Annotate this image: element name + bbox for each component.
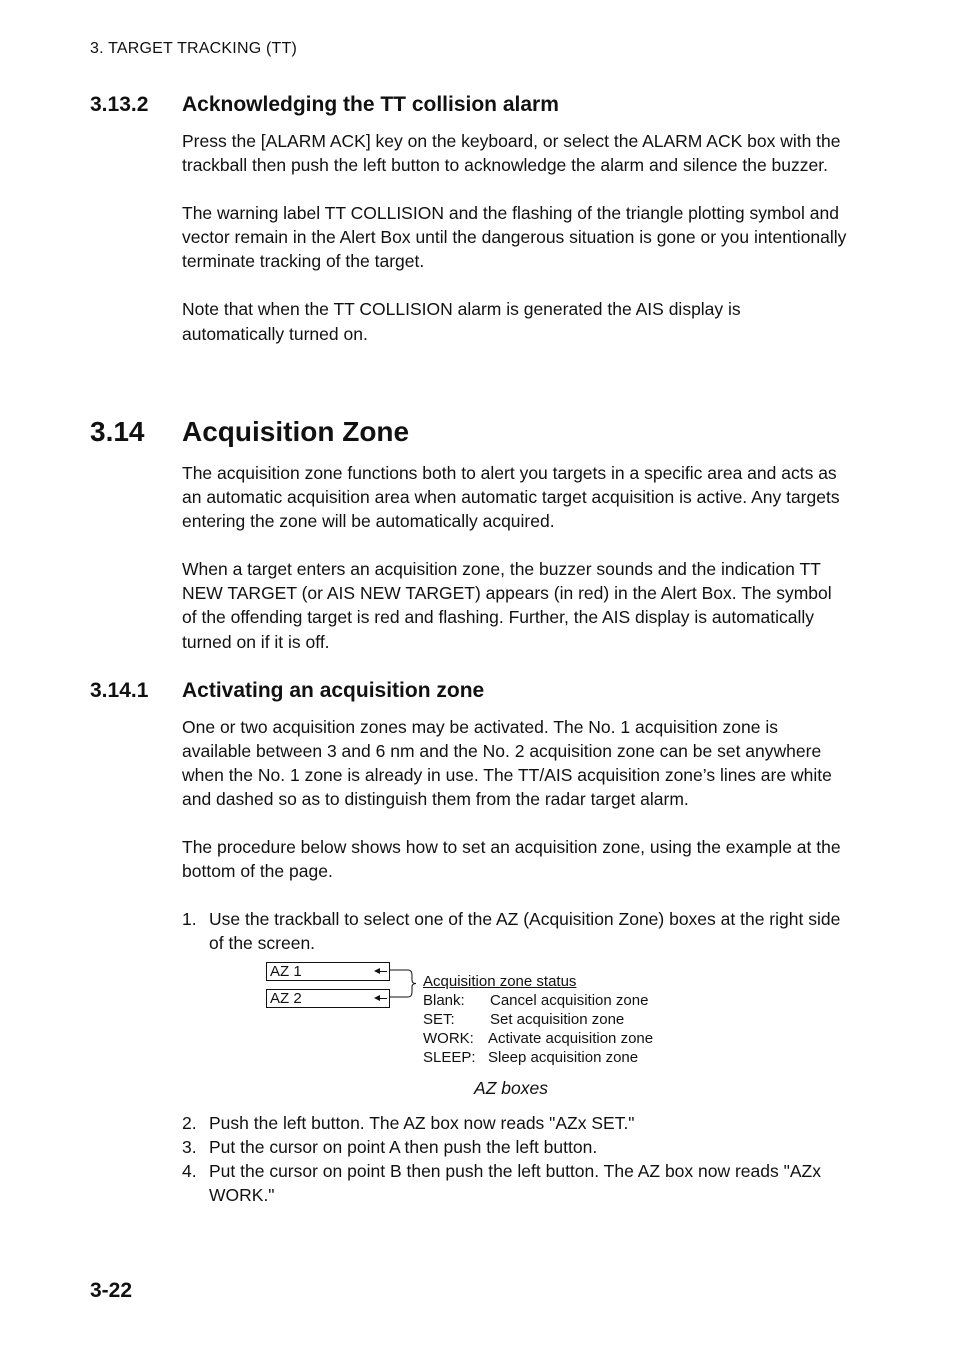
legend-value: Sleep acquisition zone bbox=[488, 1049, 639, 1066]
section-heading-3-13-2 bbox=[90, 93, 850, 119]
section-heading-3-14-1 bbox=[90, 679, 850, 705]
section-heading-3-14 bbox=[90, 416, 850, 450]
connector-bracket-icon bbox=[390, 962, 420, 1002]
procedure-step-1 bbox=[182, 907, 847, 955]
step-number: 2. bbox=[182, 1113, 197, 1133]
paragraph: The procedure below shows how to set an acquisition zone, using the example at the bottom of the page. bbox=[182, 837, 841, 882]
legend-row bbox=[423, 991, 649, 1010]
az1-label: AZ 1 bbox=[270, 963, 302, 980]
step-text: Use the trackball to select one of the AZ (Acquisition Zone) boxes at the right side of the screen. bbox=[209, 909, 841, 954]
legend-value: Activate acquisition zone bbox=[488, 1030, 654, 1047]
legend-key: WORK: bbox=[423, 1030, 474, 1047]
az2-label: AZ 2 bbox=[270, 990, 302, 1007]
legend-row bbox=[423, 1010, 625, 1029]
legend-title: Acquisition zone status bbox=[423, 973, 577, 990]
step-text: Put the cursor on point B then push the left button. The AZ box now reads "AZx WORK." bbox=[209, 1161, 821, 1206]
section-number: 3.14.1 bbox=[90, 679, 149, 702]
legend-row bbox=[423, 1029, 654, 1048]
section-number: 3.13.2 bbox=[90, 93, 149, 116]
legend-key: SLEEP: bbox=[423, 1049, 476, 1066]
legend-row bbox=[423, 1048, 639, 1067]
az-status-legend bbox=[423, 972, 654, 1067]
figure-caption: AZ boxes bbox=[474, 1078, 548, 1098]
legend-key: SET: bbox=[423, 1011, 455, 1028]
paragraph: The acquisition zone functions both to alert you targets in a specific area and acts as an automatic acquisition area when automatic target acquisition is active. Any targets entering the zone will be automatically acquired. bbox=[182, 463, 840, 532]
list-item bbox=[182, 1159, 847, 1207]
list-item bbox=[182, 1135, 847, 1159]
step-number: 3. bbox=[182, 1137, 197, 1158]
step-number: 4. bbox=[182, 1161, 197, 1182]
step-text: Put the cursor on point A then push the left button. bbox=[209, 1137, 598, 1158]
paragraph: The warning label TT COLLISION and the flashing of the triangle plotting symbol and vector remain in the Alert Box until the dangerous situation is gone or you intentionally terminate tracking of the target. bbox=[182, 203, 847, 272]
section-3-13-2-body bbox=[182, 129, 847, 346]
section-3-14-body bbox=[182, 461, 847, 654]
az2-box bbox=[266, 989, 390, 1008]
procedure-steps bbox=[182, 1111, 847, 1207]
step-number: 1. bbox=[182, 909, 197, 929]
page-number: 3-22 bbox=[90, 1279, 133, 1302]
section-number: 3.14 bbox=[90, 416, 145, 447]
paragraph: When a target enters an acquisition zone, the buzzer sounds and the indication TT NEW TARGET (or AIS NEW TARGET) appears (in red) in the Alert Box. The symbol of the offending target is red and flashing. Further, the AIS display is automatically turned on if it is off. bbox=[182, 559, 832, 652]
arrow-left-icon bbox=[377, 998, 387, 999]
paragraph: Press the [ALARM ACK] key on the keyboard, or select the ALARM ACK box with the trackball then push the left button to acknowledge the alarm and silence the buzzer. bbox=[182, 131, 841, 176]
legend-value: Set acquisition zone bbox=[490, 1011, 625, 1028]
az1-box bbox=[266, 962, 390, 981]
section-title: Acknowledging the TT collision alarm bbox=[182, 93, 559, 116]
legend-value: Cancel acquisition zone bbox=[490, 992, 649, 1009]
section-title: Activating an acquisition zone bbox=[182, 679, 485, 702]
paragraph: One or two acquisition zones may be activated. The No. 1 acquisition zone is available between 3 and 6 nm and the No. 2 acquisition zone can be set anywhere when the No. 1 zone is already in use. The TT/AIS acquisition zone’s lines are white and dashed so as to distinguish them from the radar target alarm. bbox=[182, 717, 832, 810]
arrow-left-icon bbox=[377, 971, 387, 972]
paragraph: Note that when the TT COLLISION alarm is generated the AIS display is automatically turned on. bbox=[182, 299, 741, 344]
step-text: Push the left button. The AZ box now reads "AZx SET." bbox=[209, 1113, 635, 1133]
running-head: 3. TARGET TRACKING (TT) bbox=[90, 40, 297, 57]
section-3-14-1-body bbox=[182, 715, 847, 884]
list-item bbox=[182, 907, 847, 955]
list-item bbox=[182, 1111, 847, 1135]
section-title: Acquisition Zone bbox=[182, 416, 410, 447]
legend-key: Blank: bbox=[423, 992, 465, 1009]
